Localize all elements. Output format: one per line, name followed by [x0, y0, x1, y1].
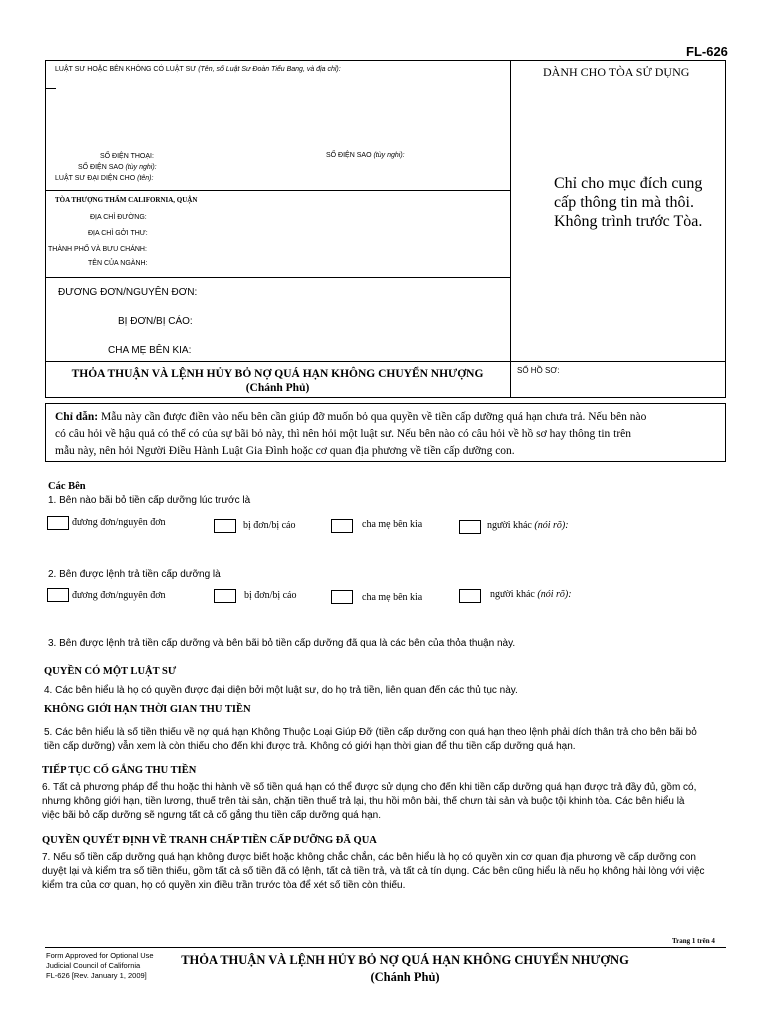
footer-approval-line2: Judicial Council of California — [46, 961, 141, 970]
row1-respondent-checkbox[interactable] — [214, 519, 236, 533]
fax-optional-right: (tùy nghi): — [373, 152, 405, 159]
fax-right-line — [326, 152, 405, 159]
footer-title — [160, 952, 650, 986]
item4: 4. Các bên hiểu là họ có quyền được đại diện bởi một luật sư, do họ trả tiền, liên quan đến các thủ tục này. — [44, 685, 518, 696]
row1-other-person-text: người khác — [487, 520, 532, 531]
attorney-label: LUẬT SƯ HOẶC BÊN KHÔNG CÓ LUẬT SƯ — [55, 66, 197, 73]
street-label: ĐỊA CHỈ ĐƯỜNG: — [90, 214, 147, 221]
footer-title-line1: THỎA THUẬN VÀ LỆNH HỦY BỎ NỢ QUÁ HẠN KHÔNG CHUYỂN NHƯỢNG — [181, 953, 629, 967]
info-note-line3: Không trình trước Tòa. — [554, 213, 703, 230]
branch-label: TÊN CỦA NGÀNH: — [88, 260, 148, 267]
attorney-note: (Tên, số Luật Sư Đoàn Tiểu Bang, và địa chỉ): — [198, 66, 341, 73]
footer-title-line2: (Chánh Phủ) — [370, 970, 440, 984]
row1-other-person-checkbox[interactable] — [459, 520, 481, 534]
attorney-for-label: LUẬT SƯ ĐẠI DIỆN CHO — [55, 175, 136, 182]
parties-item3: 3. Bên được lệnh trả tiền cấp dưỡng và bên bãi bỏ tiền cấp dưỡng đã qua là các bên của thỏa thuận này. — [48, 638, 516, 649]
row2-petitioner-checkbox[interactable] — [47, 588, 69, 602]
court-use-label: DÀNH CHO TÒA SỬ DỤNG — [543, 65, 690, 79]
fax-left-line — [78, 164, 157, 171]
row2-other-person-label — [490, 589, 572, 600]
info-note — [554, 174, 702, 231]
petitioner-label: ĐƯƠNG ĐƠN/NGUYÊN ĐƠN: — [58, 287, 198, 298]
court-name: TÒA THƯỢNG THẨM CALIFORNIA, QUẬN — [55, 196, 198, 204]
item6-line3: việc bãi bỏ cấp dưỡng sẽ ngưng tất cả cố gắng thu tiền cấp dưỡng quá hạn. — [42, 810, 381, 821]
item7 — [42, 851, 742, 893]
item7-line2: duyệt lại và kiểm tra số tiền thiếu, gồm tất cả số tiền đã có lệnh, tất cả tiền trả, và tất cả tín dụng. Các bên cũng hiểu là nếu họ không hài lòng với việc — [42, 866, 705, 877]
parties-item2: 2. Bên được lệnh trả tiền cấp dưỡng là — [48, 569, 221, 580]
attorney-label-line — [55, 66, 341, 73]
row1-other-parent-checkbox[interactable] — [331, 519, 353, 533]
row2-checkbox-group — [47, 586, 737, 606]
info-note-line2: cấp thông tin mà thôi. — [554, 194, 694, 211]
header-divider-vertical — [510, 60, 511, 398]
city-zip-label: THÀNH PHỐ VÀ BƯU CHÁNH: — [48, 246, 147, 253]
item5-line1: 5. Các bên hiểu là số tiền thiếu về nợ quá hạn Không Thuộc Loại Giúp Đỡ (tiền cấp dưỡng con quá hạn theo lệnh phải dích thân trả cho bên bãi bỏ — [44, 727, 697, 738]
instructions-line2: có câu hỏi về hậu quả có thể có của sự bãi bỏ này, thì nên hỏi một luật sư. Nếu bên nào có câu hỏi về hồ sơ hay thông tin trên — [55, 428, 632, 440]
mailing-label: ĐỊA CHỈ GỞI THƯ: — [88, 230, 148, 237]
item5-line2: tiền cấp dưỡng) vẫn xem là còn thiếu cho đến khi được trả. Không có giới hạn thời gian để thu tiền cấp dưỡng quá hạn. — [44, 741, 576, 752]
instructions-box — [45, 403, 726, 462]
row1-petitioner-checkbox[interactable] — [47, 516, 69, 530]
continue-heading: TIẾP TỤC CỐ GẮNG THU TIỀN — [42, 765, 197, 776]
divider-parties — [45, 277, 511, 278]
item7-line3: kiểm tra của cơ quan, họ có quyền xin điều trần trước tòa để xét số tiền còn thiếu. — [42, 880, 406, 891]
form-title — [45, 368, 510, 394]
row2-specify: (nói rõ): — [537, 589, 572, 600]
divider-court — [45, 190, 511, 191]
instructions-line3: mẫu này, nên hỏi Người Điều Hành Luật Gia Đình hoặc cơ quan địa phương về tiền cấp dưỡng con. — [55, 445, 515, 457]
respondent-label: BỊ ĐƠN/BỊ CÁO: — [118, 316, 193, 327]
item6-line1: 6. Tất cả phương pháp để thu hoặc thi hành về số tiền quá hạn có thể được sử dụng cho đến khi tiền cấp dưỡng quá hạn được trả đầy đủ, gồm có, — [42, 782, 697, 793]
item5 — [44, 726, 744, 754]
row1-other-person-label — [487, 520, 569, 531]
row2-other-person-text: người khác — [490, 589, 535, 600]
row1-checkbox-group — [47, 515, 737, 535]
parties-item1: 1. Bên nào bãi bỏ tiền cấp dưỡng lúc trước là — [48, 495, 251, 506]
fax-optional-left: (tùy nghi): — [125, 164, 157, 171]
form-title-line1: THỎA THUẬN VÀ LỆNH HỦY BỎ NỢ QUÁ HẠN KHÔNG CHUYỂN NHƯỢNG — [71, 368, 484, 380]
dispute-heading: QUYỀN QUYẾT ĐỊNH VỀ TRANH CHẤP TIỀN CẤP DƯỠNG ĐÃ QUA — [42, 835, 377, 846]
divider-title — [45, 361, 726, 362]
row2-respondent-checkbox[interactable] — [214, 589, 236, 603]
footer-approval-line1: Form Approved for Optional Use — [46, 951, 154, 960]
attorney-for-note: (tên): — [137, 175, 154, 182]
page-number: Trang 1 trên 4 — [672, 937, 715, 945]
instructions-text1: Mẫu này cần được điền vào nếu bên cần giúp đỡ muốn bỏ qua quyền về tiền cấp dưỡng quá hạn chưa trả. Nếu bên nào — [101, 411, 647, 423]
row2-other-parent-label: cha mẹ bên kia — [362, 592, 423, 603]
footer-approval — [46, 951, 154, 981]
item6 — [42, 781, 742, 823]
row1-other-parent-label: cha mẹ bên kia — [362, 519, 423, 530]
row1-petitioner-label: đương đơn/nguyên đơn — [72, 517, 166, 528]
lawyer-heading: QUYỀN CÓ MỘT LUẬT SƯ — [44, 666, 177, 677]
row2-other-person-checkbox[interactable] — [459, 589, 481, 603]
small-mark — [46, 88, 56, 89]
row1-respondent-label: bị đơn/bị cáo — [243, 520, 296, 531]
item7-line1: 7. Nếu số tiền cấp dưỡng quá hạn không được biết hoặc không chắc chắn, các bên hiểu là họ có quyền xin cơ quan địa phương về cấp dưỡng con — [42, 852, 696, 863]
footer-approval-line3: FL-626 [Rev. January 1, 2009] — [46, 971, 147, 980]
instructions-line1 — [55, 409, 725, 426]
form-title-line2: (Chánh Phủ) — [245, 382, 310, 394]
footer-rule — [45, 947, 726, 948]
form-number: FL-626 — [686, 44, 728, 59]
item6-line2: nhưng không giới hạn, tiền lương, thuế trên tài sản, chặn tiền thuế trả lại, thu hồi môn bài, thế chưn tài sản và buộc tội khinh tòa. Các bên hiểu là — [42, 796, 685, 807]
case-number-label: SỐ HỒ SƠ: — [517, 366, 560, 375]
parties-heading: Các Bên — [48, 481, 86, 492]
row2-respondent-label: bị đơn/bị cáo — [244, 590, 297, 601]
fax-label-left: SỐ ĐIỆN SAO — [78, 164, 124, 171]
phone-label: SỐ ĐIỆN THOẠI: — [100, 153, 154, 160]
attorney-for-line — [55, 175, 153, 182]
other-parent-label: CHA MẸ BÊN KIA: — [108, 345, 192, 356]
fax-label-right: SỐ ĐIỆN SAO — [326, 152, 372, 159]
row1-specify: (nói rõ): — [534, 520, 569, 531]
nolimit-heading: KHÔNG GIỚI HẠN THỜI GIAN THU TIỀN — [44, 704, 251, 715]
info-note-line1: Chỉ cho mục đích cung — [554, 175, 703, 192]
row2-other-parent-checkbox[interactable] — [331, 590, 353, 604]
instructions-label: Chỉ dẫn: — [55, 411, 99, 423]
row2-petitioner-label: đương đơn/nguyên đơn — [72, 590, 166, 601]
